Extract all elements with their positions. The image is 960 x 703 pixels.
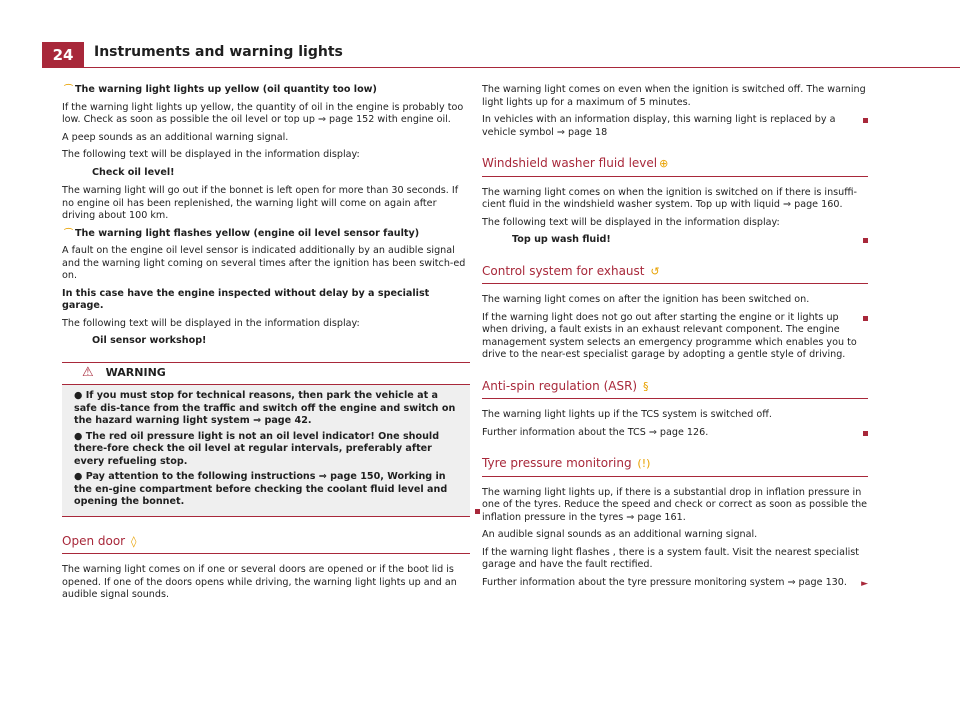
left-column <box>62 84 470 607</box>
paragraph: The following text will be displayed in the information display: <box>482 216 780 228</box>
oil-low-heading: ⌒ The warning light lights up yellow (oil quantity too low) <box>64 84 377 95</box>
paragraph: The warning light comes on after the ignition has been switched on. <box>482 294 810 305</box>
page-header <box>0 0 960 68</box>
right-column <box>482 84 868 594</box>
chapter-title: Instruments and warning lights <box>94 44 343 60</box>
exhaust-icon: ↺ <box>650 264 660 278</box>
warning-title: WARNING <box>105 365 166 379</box>
end-mark <box>863 316 868 321</box>
display-message: Oil sensor workshop! <box>92 335 207 346</box>
paragraph: A peep sounds as an additional warning signal. <box>62 131 289 143</box>
oil-can-icon: ⌒ <box>64 228 74 239</box>
display-message: Top up wash fluid! <box>482 234 868 247</box>
section-title: Control system for exhaust ↺ <box>482 263 660 278</box>
paragraph: The warning light comes on if one or several doors are opened or if the boot lid is opened. If one of the doors opens while driving, the warning light lights up and an audible signal sounds. <box>62 564 457 600</box>
paragraph: The warning light lights up if the TCS system is switched off. <box>482 409 772 420</box>
door-icon: ◊ <box>130 534 137 548</box>
asr-icon: § <box>642 379 649 393</box>
paragraph: The warning light comes on when the ignition is switched on if there is insuffi-cient fluid in the windshield washer system. Top up with liquid ⇒ page 160. <box>482 186 857 210</box>
section-title: Windshield washer fluid level ⊕ <box>482 156 669 170</box>
warning-item: ● The red oil pressure light is not an oil level indicator! One should there-fore check the oil level at regular intervals, preferably after every refueling stop. <box>74 430 440 467</box>
section-title: Tyre pressure monitoring (!) <box>482 456 651 470</box>
warning-body <box>62 385 470 516</box>
paragraph: If the warning light does not go out after starting the engine or it lights up when driving, a fault exists in an exhaust relevant component. The engine management system selects an emergency programme which enables you to drive to the near-est specialist garage by adopting a gentle style of driving. <box>482 312 868 362</box>
page-number: 24 <box>42 42 84 68</box>
oil-sensor-heading: ⌒ The warning light flashes yellow (engine oil level sensor faulty) <box>64 227 420 239</box>
paragraph: The warning light comes on even when the ignition is switched off. The warning light lights up for a maximum of 5 minutes. <box>482 84 866 108</box>
section-washer <box>482 157 868 177</box>
header-rule <box>84 67 960 68</box>
paragraph: If the warning light lights up yellow, the quantity of oil in the engine is probably too low. Check as soon as possible the oil level or top up ⇒ page 152 with engine oil. <box>62 101 464 125</box>
bold-notice: In this case have the engine inspected without delay by a specialist garage. <box>62 287 430 311</box>
section-open-door <box>62 535 470 555</box>
warning-item: ● Pay attention to the following instructions ⇒ page 150, Working in the en-gine compartment before checking the coolant fluid level and opening the bonnet. <box>74 471 448 507</box>
tyre-pressure-icon: (!) <box>637 457 651 470</box>
paragraph: The warning light lights up, if there is a substantial drop in inflation pressure in one of the tyres. Reduce the speed and check or correct as soon as possible the inflation pressure in the tyres ⇒ page 161. <box>482 486 868 523</box>
paragraph: The warning light will go out if the bonnet is left open for more than 30 seconds. If no engine oil has been replenished, the warning light will come on again after driving about 100 km. <box>62 185 459 221</box>
paragraph: An audible signal sounds as an additional warning signal. <box>482 529 758 540</box>
section-title: Open door ◊ <box>62 533 137 548</box>
paragraph: Further information about the TCS ⇒ page 126. <box>482 427 868 440</box>
warning-box <box>62 362 470 517</box>
end-mark <box>863 431 868 436</box>
end-mark <box>863 118 868 123</box>
continue-arrow-icon: ► <box>861 578 868 589</box>
section-title: Anti-spin regulation (ASR) § <box>482 378 649 393</box>
paragraph: In vehicles with an information display, this warning light is replaced by a vehicle symbol ⇒ page 18 <box>482 114 868 139</box>
section-tyre <box>482 457 868 477</box>
paragraph: If the warning light flashes , there is a system fault. Visit the nearest specialist garage and have the fault rectified. <box>482 546 860 570</box>
end-mark <box>475 509 480 514</box>
warning-triangle-icon: ⚠ <box>82 364 94 380</box>
section-asr <box>482 380 868 400</box>
warning-item: ● If you must stop for technical reasons, then park the vehicle at a safe dis-tance from the traffic and switch off the engine and switch on the hazard warning light system ⇒ page 42. <box>74 390 456 426</box>
paragraph: A fault on the engine oil level sensor is indicated additionally by an audible signal and the warning light coming on several times after the ignition has been switch-ed on. <box>62 245 466 281</box>
oil-can-icon: ⌒ <box>64 85 74 95</box>
section-exhaust <box>482 265 868 285</box>
end-mark <box>863 238 868 243</box>
paragraph: The following text will be displayed in the information display: <box>62 149 360 160</box>
paragraph: The following text will be displayed in the information display: <box>62 317 360 329</box>
warning-header <box>62 363 470 386</box>
washer-icon: ⊕ <box>659 157 669 170</box>
display-message: Check oil level! <box>92 166 175 178</box>
paragraph: ► Further information about the tyre pressure monitoring system ⇒ page 130. <box>482 576 868 589</box>
